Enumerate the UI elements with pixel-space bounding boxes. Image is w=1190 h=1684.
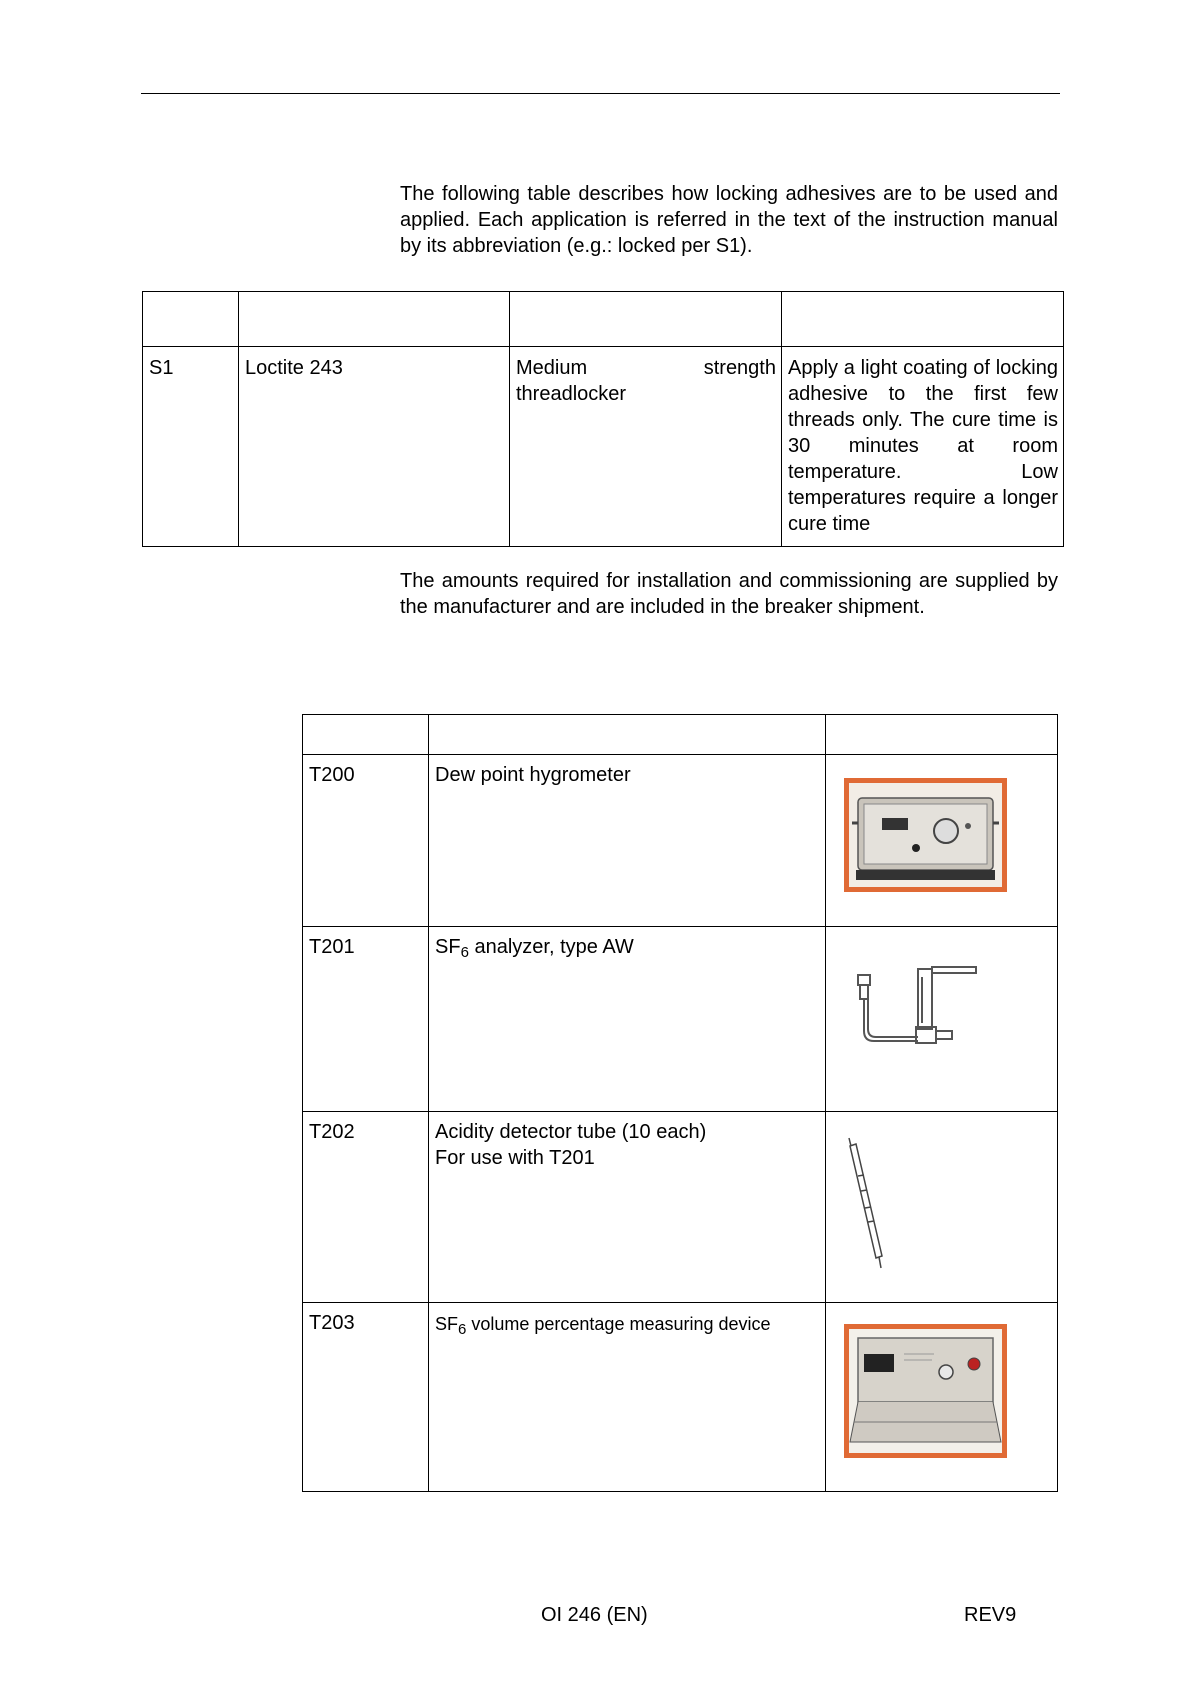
tools-table xyxy=(302,714,1058,1492)
intro-paragraph: The following table describes how locking adhesives are to be used and applied. Each application is referred in the text of the instruction manual by its abbreviation (e.g.: locked per S1). xyxy=(400,183,1058,257)
table-row xyxy=(303,755,1058,927)
table-row xyxy=(303,1112,1058,1303)
adhesive-application: Apply a light coating of locking adhesive to the first few threads only. The cure time is 30 minutes at room temperature. Low temperatures require a longer cure time xyxy=(782,347,1064,547)
table-row xyxy=(303,927,1058,1112)
dew-point-hygrometer-image xyxy=(844,778,1007,892)
tools-table-header xyxy=(303,715,1058,755)
amounts-paragraph: The amounts required for installation and commissioning are supplied by the manufacturer and are included in the breaker shipment. xyxy=(400,570,1058,618)
tool-image-cell xyxy=(826,1112,1058,1303)
footer-revision: REV9 xyxy=(964,1604,1017,1626)
table-row xyxy=(143,347,1064,547)
tool-description: $SF_6$ volume percentage measuring device xyxy=(429,1303,826,1492)
sf6-volume-device-image xyxy=(844,1324,1007,1458)
tool-image-cell xyxy=(826,755,1058,927)
tool-code: T202 xyxy=(303,1112,429,1303)
tool-image-cell xyxy=(826,1303,1058,1492)
tool-description: Acidity detector tube (10 each) For use with T201 xyxy=(429,1112,826,1303)
tool-description: $SF_6$ analyzer, type AW xyxy=(429,927,826,1112)
adhesive-product: Loctite 243 xyxy=(239,347,510,547)
table-row xyxy=(303,1303,1058,1492)
tool-image-cell xyxy=(826,927,1058,1112)
tool-code: T201 xyxy=(303,927,429,1112)
sf6-analyzer-image xyxy=(856,963,981,1053)
adhesive-code: S1 xyxy=(143,347,239,547)
tool-code: T203 xyxy=(303,1303,429,1492)
adhesive-table-header xyxy=(143,292,1064,347)
adhesive-type: Medium strength threadlocker xyxy=(510,347,782,547)
tool-code: T200 xyxy=(303,755,429,927)
adhesive-table xyxy=(142,291,1064,547)
acidity-tube-image xyxy=(838,1136,898,1271)
header-rule xyxy=(141,93,1060,94)
footer-document-id: OI 246 (EN) xyxy=(541,1604,648,1626)
tool-description: Dew point hygrometer xyxy=(429,755,826,927)
